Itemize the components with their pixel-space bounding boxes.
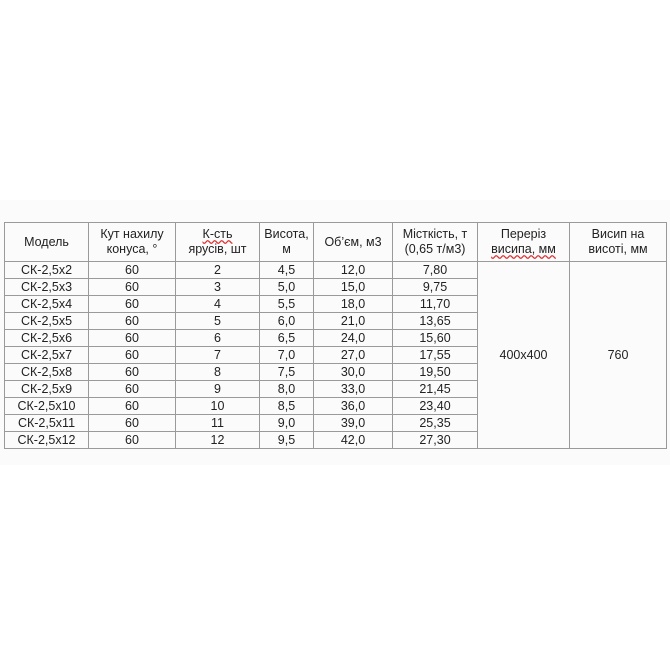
cell-model: СК-2,5х8 (5, 364, 89, 381)
cell-capacity: 17,55 (393, 347, 478, 364)
cell-capacity: 19,50 (393, 364, 478, 381)
cell-model: СК-2,5х2 (5, 262, 89, 279)
cell-discharge-height-merged: 760 (570, 262, 667, 449)
cell-volume: 36,0 (314, 398, 393, 415)
cell-tiers: 3 (176, 279, 260, 296)
cell-capacity: 21,45 (393, 381, 478, 398)
cell-capacity: 7,80 (393, 262, 478, 279)
cell-capacity: 25,35 (393, 415, 478, 432)
col-header-volume: Об’єм, м3 (314, 223, 393, 262)
cell-height: 4,5 (260, 262, 314, 279)
col-header-section: Переріз висипа, мм (478, 223, 570, 262)
cell-capacity: 13,65 (393, 313, 478, 330)
cell-volume: 24,0 (314, 330, 393, 347)
cell-model: СК-2,5х7 (5, 347, 89, 364)
cell-tiers: 12 (176, 432, 260, 449)
cell-volume: 18,0 (314, 296, 393, 313)
cell-tiers: 11 (176, 415, 260, 432)
cell-model: СК-2,5х9 (5, 381, 89, 398)
cell-volume: 39,0 (314, 415, 393, 432)
cell-tiers: 5 (176, 313, 260, 330)
cell-capacity: 15,60 (393, 330, 478, 347)
cell-tiers: 8 (176, 364, 260, 381)
cell-model: СК-2,5х6 (5, 330, 89, 347)
cell-volume: 30,0 (314, 364, 393, 381)
cell-height: 7,0 (260, 347, 314, 364)
header-row (5, 223, 667, 262)
cell-height: 5,5 (260, 296, 314, 313)
cell-angle: 60 (89, 398, 176, 415)
col-header-angle: Кут нахилу конуса, ° (89, 223, 176, 262)
cell-height: 7,5 (260, 364, 314, 381)
cell-tiers: 2 (176, 262, 260, 279)
silo-spec-table (4, 222, 667, 449)
cell-angle: 60 (89, 262, 176, 279)
cell-height: 8,5 (260, 398, 314, 415)
cell-capacity: 9,75 (393, 279, 478, 296)
cell-tiers: 10 (176, 398, 260, 415)
cell-model: СК-2,5х4 (5, 296, 89, 313)
cell-angle: 60 (89, 330, 176, 347)
cell-tiers: 6 (176, 330, 260, 347)
col-header-model: Модель (5, 223, 89, 262)
cell-volume: 42,0 (314, 432, 393, 449)
cell-angle: 60 (89, 415, 176, 432)
col-header-tiers: К-сть ярусів, шт (176, 223, 260, 262)
cell-volume: 15,0 (314, 279, 393, 296)
cell-height: 6,0 (260, 313, 314, 330)
cell-tiers: 9 (176, 381, 260, 398)
cell-height: 5,0 (260, 279, 314, 296)
col-header-height: Висота, м (260, 223, 314, 262)
cell-section-merged: 400х400 (478, 262, 570, 449)
cell-height: 9,5 (260, 432, 314, 449)
cell-model: СК-2,5х11 (5, 415, 89, 432)
cell-height: 6,5 (260, 330, 314, 347)
table-row (5, 262, 667, 279)
cell-angle: 60 (89, 347, 176, 364)
cell-height: 9,0 (260, 415, 314, 432)
cell-angle: 60 (89, 381, 176, 398)
cell-angle: 60 (89, 279, 176, 296)
cell-volume: 27,0 (314, 347, 393, 364)
cell-capacity: 23,40 (393, 398, 478, 415)
cell-tiers: 7 (176, 347, 260, 364)
cell-model: СК-2,5х3 (5, 279, 89, 296)
cell-capacity: 27,30 (393, 432, 478, 449)
cell-tiers: 4 (176, 296, 260, 313)
cell-model: СК-2,5х12 (5, 432, 89, 449)
table-body (5, 262, 667, 449)
cell-height: 8,0 (260, 381, 314, 398)
cell-volume: 12,0 (314, 262, 393, 279)
cell-angle: 60 (89, 364, 176, 381)
col-header-discharge-height: Висип на висоті, мм (570, 223, 667, 262)
cell-angle: 60 (89, 432, 176, 449)
cell-angle: 60 (89, 313, 176, 330)
col-header-capacity: Місткість, т (0,65 т/м3) (393, 223, 478, 262)
cell-volume: 33,0 (314, 381, 393, 398)
cell-capacity: 11,70 (393, 296, 478, 313)
cell-angle: 60 (89, 296, 176, 313)
cell-model: СК-2,5х10 (5, 398, 89, 415)
cell-volume: 21,0 (314, 313, 393, 330)
cell-model: СК-2,5х5 (5, 313, 89, 330)
